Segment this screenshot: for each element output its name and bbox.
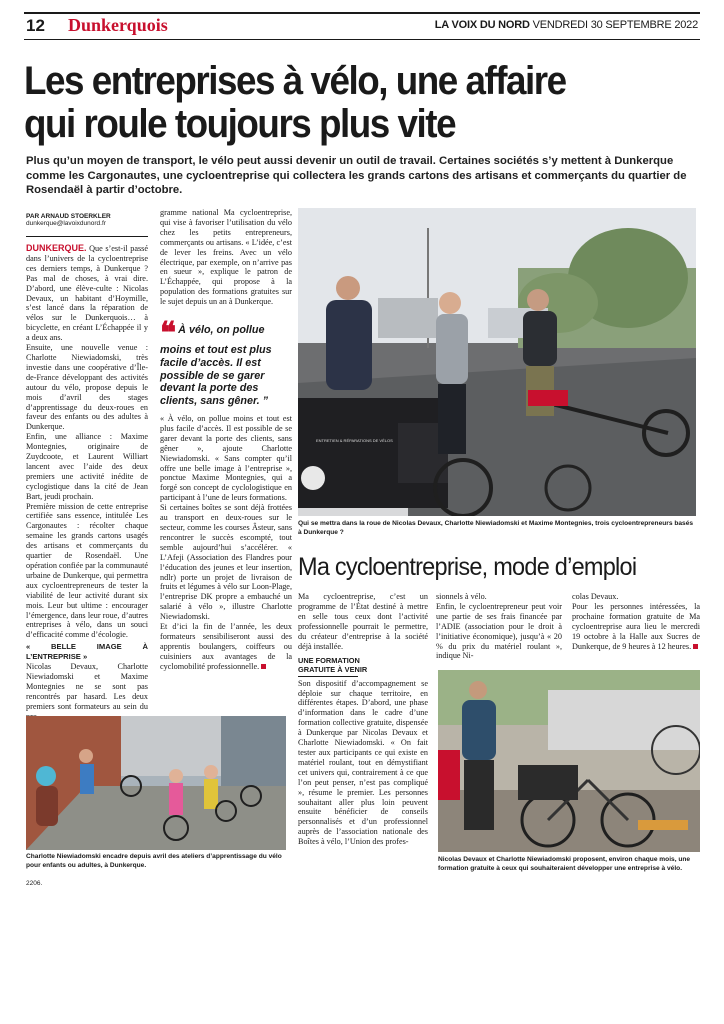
top-photo-caption: Qui se mettra dans la roue de Nicolas Devaux, Charlotte Niewiadomski et Maxime Montegnies, trois cycloentrepreneurs basés à Dunkerque ? — [298, 520, 694, 536]
top-photo — [298, 208, 696, 516]
headline-line-2: qui roule toujours plus vite — [24, 102, 456, 146]
section-name: Dunkerquois — [68, 15, 168, 35]
children-workshop-photo — [26, 716, 286, 850]
pull-quote-text: À vélo, on pollue moins et tout est plus facile d’accès. Il est possible de se garer devant la porte des clients, sans gêner. — [160, 324, 272, 408]
page-tag: 2206. — [26, 880, 43, 887]
paragraph: gramme national Ma cycloentreprise, qui vise à favoriser l’utilisation du vélo chez les petits entrepreneurs, commerçants ou artisans. « L’idée, c’est de lever les freins. Avec un vélo électrique, par exemple, on n’arrive pas en sueur », explique le patron de L’Échappée, qui propose à la population des formations gratuites sur le sujet depuis un an à Dunkerque. — [160, 208, 292, 307]
paragraph — [572, 602, 700, 652]
paragraph: « À vélo, on pollue moins et tout est plus facile d’accès. Il est possible de se garer devant la porte des clients, sans gêner », ajoute Charlotte Niewiadomski. « Sans compter qu’il offre une belle image à l’entreprise », ponctue Maxime Montegnies, qui a forgé son concept de cyclologistique en participant à l’une de leurs formations. — [160, 414, 292, 503]
secondary-column-2 — [436, 592, 562, 661]
paragraph: Son dispositif d’accompagnement se déploie sur chaque territoire, en différentes étapes. D’abord, une phase d’information dans le cadre d’une formation collective gratuite, dispensée à Dunkerque par Nicolas Devaux et Charlotte Niewiadomski. « On fait tester aux participants ce qui existe en matériel roulant, tout en démystifiant cet univers qui, contrairement à ce que l’on peut penser, n’est pas compliqué », résume le premier. Les personnes souhaitant aller plus loin peuvent ensuite bénéficier de conseils personnalisés et d’un professionnel auprès de l’association nationale des Boîtes à vélo, l’Union des profes- — [298, 678, 428, 847]
paragraph: Si certaines boîtes se sont déjà frottées au transport en deux-roues sur le secteur, comme les courses Âsteur, sans rencontrer le succès escompté, tout semble aujourd’hui s’accélérer. « L’Afeji (Association des Flandres pour l’éducation des jeunes et leur insertion, ndlr) porte un projet de livraison de fruits et légumes à vélo sur Loon-Plage, l’entreprise DK propre a embauché un salarié à vélo », illustre Charlotte Niewiadomski. — [160, 503, 292, 622]
paragraph — [160, 622, 292, 672]
standfirst: Plus qu’un moyen de transport, le vélo peut aussi devenir un outil de travail. Certaines sociétés s’y mettent à Dunkerque comme les Cargonautes, une cycloentreprise qui collectera les grands cartons des artisans et commerçants du quartier de Rosendaël à partir d’octobre. — [26, 155, 687, 196]
paragraph: sionnels à vélo. — [436, 592, 487, 601]
newspaper-name: LA VOIX DU NORD — [434, 19, 530, 31]
end-mark-icon — [693, 644, 698, 649]
byline — [26, 213, 111, 227]
article-column-2-top — [160, 208, 292, 307]
pull-quote — [160, 317, 296, 408]
quote-close-icon: ” — [259, 395, 269, 408]
article-column-1 — [26, 244, 148, 722]
paragraph-text: Que s’est-il passé dans l’univers de la cycloentreprise ces derniers temps, à Dunkerque ? Pas mal de choses, à vrai dire. D’abord, une élève-culte : Nicolas Devaux, un habitant d’Hoymille, s’est lancé dans la réparation de vélos sur le Dunkerquois… à bicyclette, en créant L’Échappée il y a deux ans. — [26, 244, 148, 343]
article-column-2-bottom — [160, 414, 292, 672]
page-number: 12 — [26, 16, 45, 35]
paragraph-text: Pour les personnes intéressées, la prochaine formation gratuite de Ma cycloentreprise aura lieu le mercredi 19 octobre à la Halle aux Sucres de Dunkerque, de 9 heures à 12 heures. — [572, 601, 700, 651]
paragraph: Nicolas Devaux, Charlotte Niewiadomski et Maxime Montegnies ne se sont pas rencontrés par hasard. Les deux premiers sont formateurs au sein du — [26, 662, 148, 711]
box-heading-line-1: UNE FORMATION — [298, 656, 360, 666]
secondary-column-3 — [572, 592, 700, 651]
header-top-rule — [24, 12, 700, 14]
byline-author: PAR ARNAUD STOERKLER — [26, 213, 111, 220]
children-photo-caption: Charlotte Niewiadomski encadre depuis avril des ateliers d’apprentissage du vélo pour enfants ou adultes, à Dunkerque. — [26, 853, 282, 869]
paragraph: Enfin, une alliance : Maxime Montegnies, originaire de Zuydcoote, et Laurent Williart lancent avec l’aide des deux premiers une activité inédite de cyclogistique dans la cité de Jean Bart, jeudi prochain. — [26, 432, 148, 501]
paragraph: colas Devaux. — [572, 592, 619, 601]
mechanic-bike-photo — [438, 670, 700, 852]
bike-box-label: ENTRETIEN & RÉPARATIONS DE VÉLOS — [316, 438, 393, 443]
intertitle: « BELLE IMAGE À L’ENTREPRISE » — [26, 642, 148, 662]
issue-date: VENDREDI 30 SEPTEMBRE 2022 — [532, 19, 698, 31]
paragraph: Enfin, le cycloentrepreneur peut voir une partie de ses frais financée par l’ADIE (association pour le droit à l’initiative économique), jusqu’à « 20 % du prix du matériel roulant », indique Ni- — [436, 601, 562, 661]
box-rule — [298, 676, 358, 677]
paragraph: Première mission de cette entreprise certifiée sans essence, intitulée Les Cargonautes : récolter chaque semaine les grands cartons usagés des artisans et commerçants du quartier de Rosendaël. Une opération confiée par la communauté urbaine de Dunkerque, qui permettra aux cycloentrepreneurs de tester la viabilité de leur activité durant six mois. Leur but ultime : encourager l’émergence, dans leur roue, d’autres entreprises à vélo, dans un souci d’efficacité comme d’écologie. — [26, 501, 148, 640]
dateline: DUNKERQUE. — [26, 243, 87, 253]
headline — [24, 60, 650, 146]
header-bottom-rule — [24, 39, 700, 40]
paragraph: Ensuite, une nouvelle venue : Charlotte Niewiadomski, très investie dans une coopérative d’Île-de-France développant des activités autour du vélo, propose depuis le mois d’avril des stages d’apprentissage du deux-roues en faveur des enfants ou des adultes à Dunkerque. — [26, 343, 148, 432]
secondary-title: Ma cycloentreprise, mode d’emploi — [298, 553, 637, 581]
training-photo — [438, 670, 700, 852]
box-heading — [298, 657, 428, 674]
kids-cycling-photo — [26, 716, 286, 850]
byline-email: dunkerque@lavoixdunord.fr — [26, 220, 106, 227]
cargo-bikes-photo — [298, 208, 696, 516]
box-heading-line-2: GRATUITE À VENIR — [298, 665, 368, 675]
paragraph — [26, 244, 148, 343]
masthead — [435, 19, 698, 31]
training-photo-caption: Nicolas Devaux et Charlotte Niewiadomski proposent, environ chaque mois, une formation gratuite à ceux qui souhaiteraient développer une entreprise à vélo. — [438, 856, 691, 872]
headline-line-1: Les entreprises à vélo, une affaire — [24, 59, 566, 103]
paragraph-text: Et d’ici la fin de l’année, les deux formateurs sensibiliseront aussi des apprentis boulangers, coiffeurs ou cuisiniers aux avantages de la cyclomobilité professionnelle. — [160, 622, 292, 671]
paragraph: Ma cycloentreprise, c’est un programme de l’État destiné à mettre en selle tous ceux dont l’activité professionnelle pourrait le permettre, du créateur d’entreprise à la société déjà installée. — [298, 592, 428, 651]
end-mark-icon — [261, 664, 266, 669]
quote-mark-icon: ❝ — [160, 317, 177, 350]
secondary-column-1 — [298, 592, 428, 847]
byline-rule — [26, 236, 148, 237]
